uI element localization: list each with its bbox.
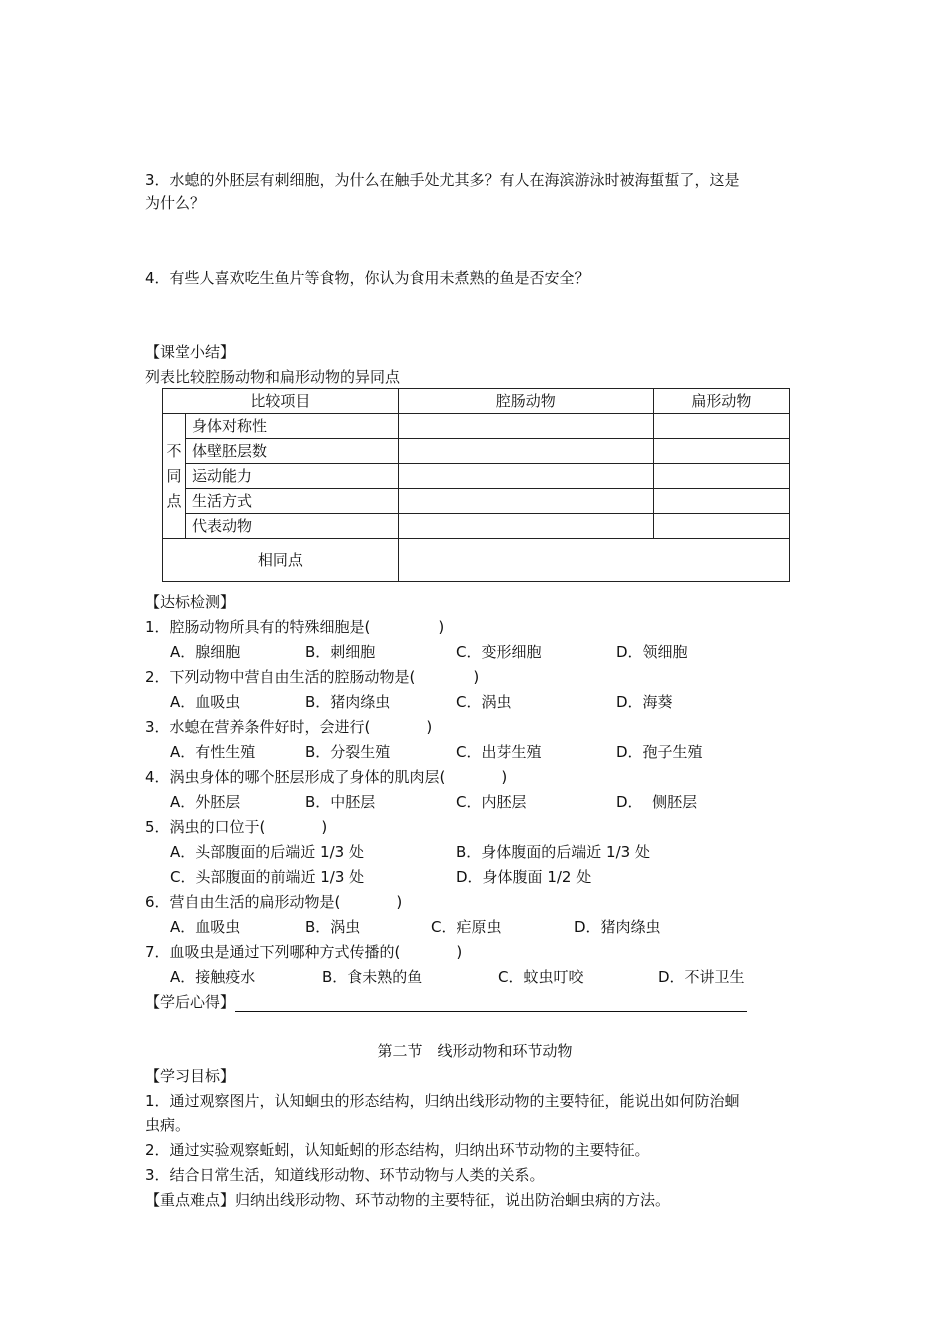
question-4: 4．有些人喜欢吃生鱼片等食物，你认为食用未煮熟的鱼是否安全？ [145,269,590,287]
question-close-paren: ) [456,943,463,961]
table-header-cell: 扁形动物 [653,389,789,414]
goal-1-line1: 1．通过观察图片，认知蛔虫的形态结构，归纳出线形动物的主要特征，能说出如何防治蛔 [145,1092,740,1110]
table-cell[interactable] [398,414,653,439]
table-row [163,489,790,514]
key-points: 【重点难点】归纳出线形动物、环节动物的主要特征，说出防治蛔虫病的方法。 [145,1191,671,1209]
table-cell[interactable] [398,439,653,464]
test-heading: 【达标检测】 [145,593,236,611]
diff-label-char: 同 [166,466,182,485]
question-stem: 7．血吸虫是通过下列哪种方式传播的( [145,943,401,961]
test-question-1 [145,617,444,637]
option-d[interactable]: D．不讲卫生 [658,968,745,986]
question-stem: 1．腔肠动物所具有的特殊细胞是( [145,618,371,636]
goal-1-line2: 虫病。 [145,1116,191,1134]
option-a[interactable]: A．血吸虫 [170,693,241,711]
table-row-same [163,539,790,582]
table-header-cell: 比较项目 [163,389,399,414]
question-close-paren: ) [396,893,403,911]
option-d[interactable]: D． 侧胚层 [616,793,698,811]
table-header-cell: 腔肠动物 [398,389,653,414]
test-question-7 [145,942,462,962]
option-c[interactable]: C．涡虫 [456,693,512,711]
test-question-2 [145,667,479,687]
option-d[interactable]: D．海葵 [616,693,673,711]
question-close-paren: ) [426,718,433,736]
table-cell[interactable] [653,464,789,489]
reflection [145,992,747,1012]
goals-heading: 【学习目标】 [145,1067,236,1085]
question-stem: 6．营自由生活的扁形动物是( [145,893,341,911]
table-cell[interactable] [653,489,789,514]
table-cell[interactable] [398,489,653,514]
question-stem: 4．涡虫身体的哪个胚层形成了身体的肌肉层( [145,768,446,786]
goal-3: 3．结合日常生活，知道线形动物、环节动物与人类的关系。 [145,1166,545,1184]
table-row [163,439,790,464]
option-a[interactable]: A．接触疫水 [170,968,256,986]
question-close-paren: ) [501,768,508,786]
row-label: 代表动物 [186,514,399,539]
option-a[interactable]: A．头部腹面的后端近 1/3 处 [170,843,364,861]
table-row [163,464,790,489]
row-label: 运动能力 [186,464,399,489]
option-c[interactable]: C．头部腹面的前端近 1/3 处 [170,868,365,886]
option-b[interactable]: B．猪肉绦虫 [305,693,391,711]
diff-label [163,414,186,539]
question-close-paren: ) [473,668,480,686]
row-label: 身体对称性 [186,414,399,439]
question-3-line1: 3．水螅的外胚层有刺细胞，为什么在触手处尤其多？有人在海滨游泳时被海蜇蜇了，这是 [145,171,740,189]
row-label: 生活方式 [186,489,399,514]
option-d[interactable]: D．猪肉绦虫 [574,918,661,936]
option-b[interactable]: B．身体腹面的后端近 1/3 处 [456,843,650,861]
option-d[interactable]: D．孢子生殖 [616,743,703,761]
table-row [163,414,790,439]
summary-intro: 列表比较腔肠动物和扁形动物的异同点 [145,368,401,386]
question-stem: 5．涡虫的口位于( [145,818,266,836]
diff-label-char: 点 [166,491,182,510]
option-c[interactable]: C．疟原虫 [431,918,502,936]
option-c[interactable]: C．出芽生殖 [456,743,542,761]
option-b[interactable]: B．食未熟的鱼 [322,968,423,986]
option-b[interactable]: B．涡虫 [305,918,361,936]
question-stem: 2．下列动物中营自由生活的腔肠动物是( [145,668,416,686]
option-b[interactable]: B．分裂生殖 [305,743,391,761]
option-d[interactable]: D．领细胞 [616,643,688,661]
option-b[interactable]: B．中胚层 [305,793,376,811]
option-b[interactable]: B．刺细胞 [305,643,376,661]
question-stem: 3．水螅在营养条件好时，会进行( [145,718,371,736]
question-close-paren: ) [438,618,445,636]
option-a[interactable]: A．腺细胞 [170,643,241,661]
table-cell[interactable] [398,464,653,489]
row-label: 体壁胚层数 [186,439,399,464]
reflection-label: 【学后心得】 [145,993,236,1011]
test-question-4 [145,767,507,787]
option-c[interactable]: C．内胚层 [456,793,527,811]
test-question-3 [145,717,432,737]
option-d[interactable]: D．身体腹面 1/2 处 [456,868,592,886]
reflection-answer-line[interactable] [235,995,747,1012]
table-cell[interactable] [653,514,789,539]
same-label: 相同点 [163,539,399,582]
option-c[interactable]: C．蚊虫叮咬 [498,968,584,986]
question-close-paren: ) [321,818,328,836]
question-3-line2: 为什么？ [145,194,206,212]
table-cell[interactable] [653,439,789,464]
comparison-table [162,388,790,582]
option-a[interactable]: A．外胚层 [170,793,241,811]
table-row [163,514,790,539]
table-cell[interactable] [653,414,789,439]
option-c[interactable]: C．变形细胞 [456,643,542,661]
option-a[interactable]: A．血吸虫 [170,918,241,936]
goal-2: 2．通过实验观察蚯蚓，认知蚯蚓的形态结构，归纳出环节动物的主要特征。 [145,1141,650,1159]
table-cell-same[interactable] [398,539,789,582]
section-title: 第二节 线形动物和环节动物 [377,1042,573,1060]
option-a[interactable]: A．有性生殖 [170,743,256,761]
table-cell[interactable] [398,514,653,539]
test-question-6 [145,892,402,912]
summary-heading: 【课堂小结】 [145,343,236,361]
table-header-row [163,389,790,414]
test-question-5 [145,817,327,837]
diff-label-char: 不 [166,441,182,460]
